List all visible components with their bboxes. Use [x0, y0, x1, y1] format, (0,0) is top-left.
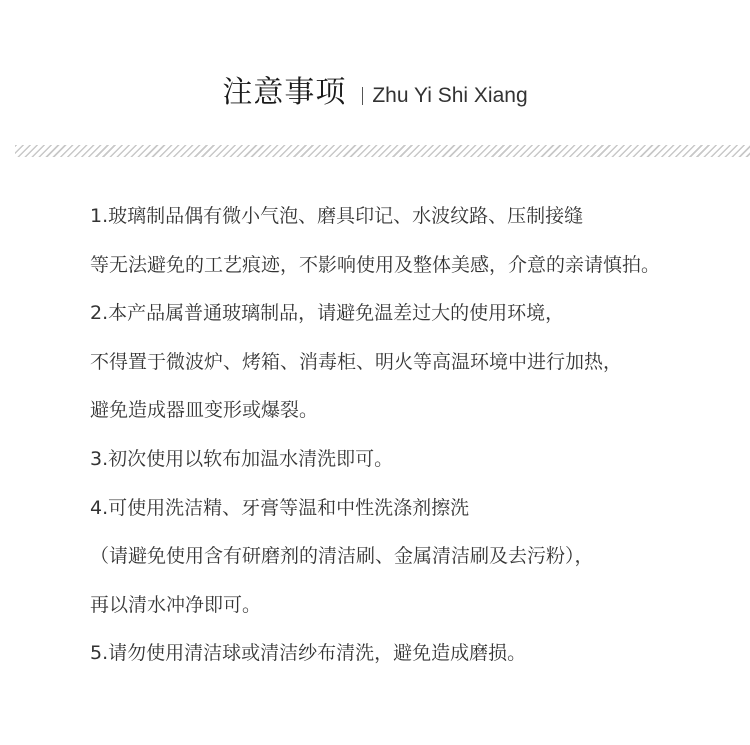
hatched-divider — [15, 145, 750, 157]
page-title: 注意事项 — [222, 75, 347, 110]
notice-line-5: 避免造成器皿变形或爆裂。 — [90, 399, 319, 422]
page-subtitle: Zhu Yi Shi Xiang — [372, 83, 528, 107]
notice-line-4: 不得置于微波炉、烤箱、消毒柜、明火等高温环境中进行加热， — [90, 350, 623, 373]
notice-line-2: 等无法避免的工艺痕迹，不影响使用及整体美感，介意的亲请慎拍。 — [90, 253, 661, 276]
notice-line-9: 再以清水冲净即可。 — [90, 593, 262, 616]
notice-line-6: 3.初次使用以软布加温水清洗即可。 — [90, 447, 394, 470]
title-divider — [362, 87, 363, 105]
page-header — [0, 68, 750, 118]
notice-line-8: （请避免使用含有研磨剂的清洁刷、金属清洁刷及去污粉）， — [90, 545, 594, 568]
notice-line-7: 4.可使用洗洁精、牙膏等温和中性洗涤剂擦洗 — [90, 496, 470, 519]
notice-line-1: 1.玻璃制品偶有微小气泡、磨具印记、水波纹路、压制接缝 — [90, 205, 584, 227]
notice-list — [90, 197, 745, 683]
notice-line-10: 5.请勿使用清洁球或清洁纱布清洗，避免造成磨损。 — [90, 642, 527, 665]
notice-line-3: 2.本产品属普通玻璃制品，请避免温差过大的使用环境， — [90, 302, 565, 325]
